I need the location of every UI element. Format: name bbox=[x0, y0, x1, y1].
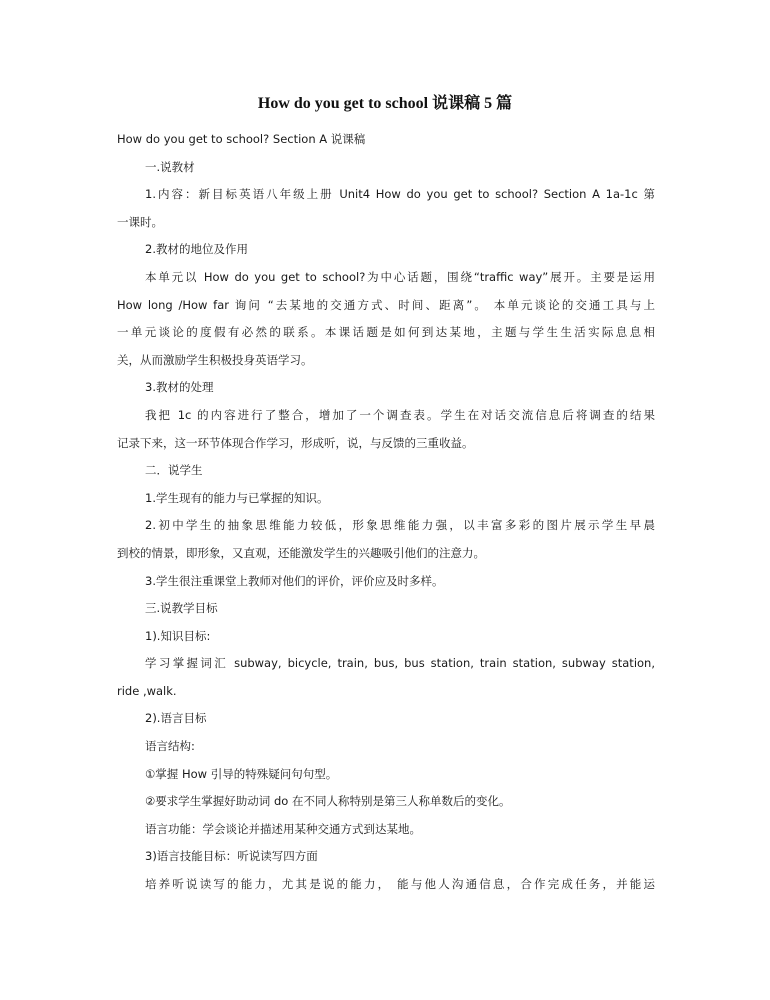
document-body bbox=[117, 126, 655, 899]
paragraph-content-line: 3.学生很注重课堂上教师对他们的评价，评价应及时多样。 bbox=[145, 573, 444, 588]
subtitle-line: How do you get to school? Section A 说课稿 bbox=[117, 132, 366, 146]
paragraph-content-line: 本单元以 How do you get to school?为中心话题，围绕“traffic way”展开。主要是运用 bbox=[145, 269, 655, 284]
paragraph-content-line: 培养听说读写的能力，尤其是说的能力， 能与他人沟通信息，合作完成任务，并能运 bbox=[145, 877, 655, 892]
list-item: ②要求学生掌握好助动词 do 在不同人称特别是第三人称单数后的变化。 bbox=[145, 794, 511, 809]
subheading-position-role: 2.教材的地位及作用 bbox=[145, 242, 248, 257]
subheading-material-handling: 3.教材的处理 bbox=[145, 380, 214, 395]
paragraph-content-line: 2.初中学生的抽象思维能力较低，形象思维能力强，以丰富多彩的图片展示学生早晨 bbox=[145, 518, 655, 533]
list-item: ①掌握 How 引导的特殊疑问句句型。 bbox=[145, 766, 338, 781]
subheading-knowledge-objective: 1).知识目标: bbox=[145, 628, 211, 643]
paragraph-content-line: 一单元谈论的度假有必然的联系。本课话题是如何到达某地，主题与学生生活实际息息相 bbox=[117, 325, 655, 340]
paragraph-content-line: 1.学生现有的能力与已掌握的知识。 bbox=[145, 490, 329, 505]
subheading-skill-objective: 3)语言技能目标：听说读写四方面 bbox=[145, 849, 318, 864]
section-heading-textbook: 一.说教材 bbox=[145, 159, 195, 174]
section-heading-objectives: 三.说教学目标 bbox=[145, 601, 218, 616]
paragraph-content-line: ride ,walk. bbox=[117, 683, 177, 698]
document-title: How do you get to school 说课稿 5 篇 bbox=[257, 95, 513, 112]
paragraph-content-line: 到校的情景，即形象，又直观，还能激发学生的兴趣吸引他们的注意力。 bbox=[117, 545, 485, 560]
section-heading-students: 二．说学生 bbox=[145, 463, 203, 478]
subheading-language-objective: 2).语言目标 bbox=[145, 711, 207, 726]
paragraph-content-line: 学习掌握词汇 subway, bicycle, train, bus, bus station, train station, subway station, bbox=[145, 656, 655, 671]
paragraph-content-line: How long /How far 询问 “去某地的交通方式、时间、距离”。 本单元谈论的交通工具与上 bbox=[117, 297, 655, 312]
paragraph-content-line: 关，从而激励学生积极投身英语学习。 bbox=[117, 352, 313, 367]
paragraph-content-line: 1.内容：新目标英语八年级上册 Unit4 How do you get to school? Section A 1a-1c 第 bbox=[145, 187, 655, 202]
paragraph-content-line: 我把 1c 的内容进行了整合，增加了一个调查表。学生在对话交流信息后将调查的结果 bbox=[145, 407, 655, 422]
paragraph-content-line: 一课时。 bbox=[117, 214, 163, 229]
paragraph-content-line: 语言结构: bbox=[145, 739, 195, 754]
paragraph-content-line: 语言功能：学会谈论并描述用某种交通方式到达某地。 bbox=[145, 821, 421, 836]
paragraph-content-line: 记录下来，这一环节体现合作学习，形成听，说，与反馈的三重收益。 bbox=[117, 435, 474, 450]
